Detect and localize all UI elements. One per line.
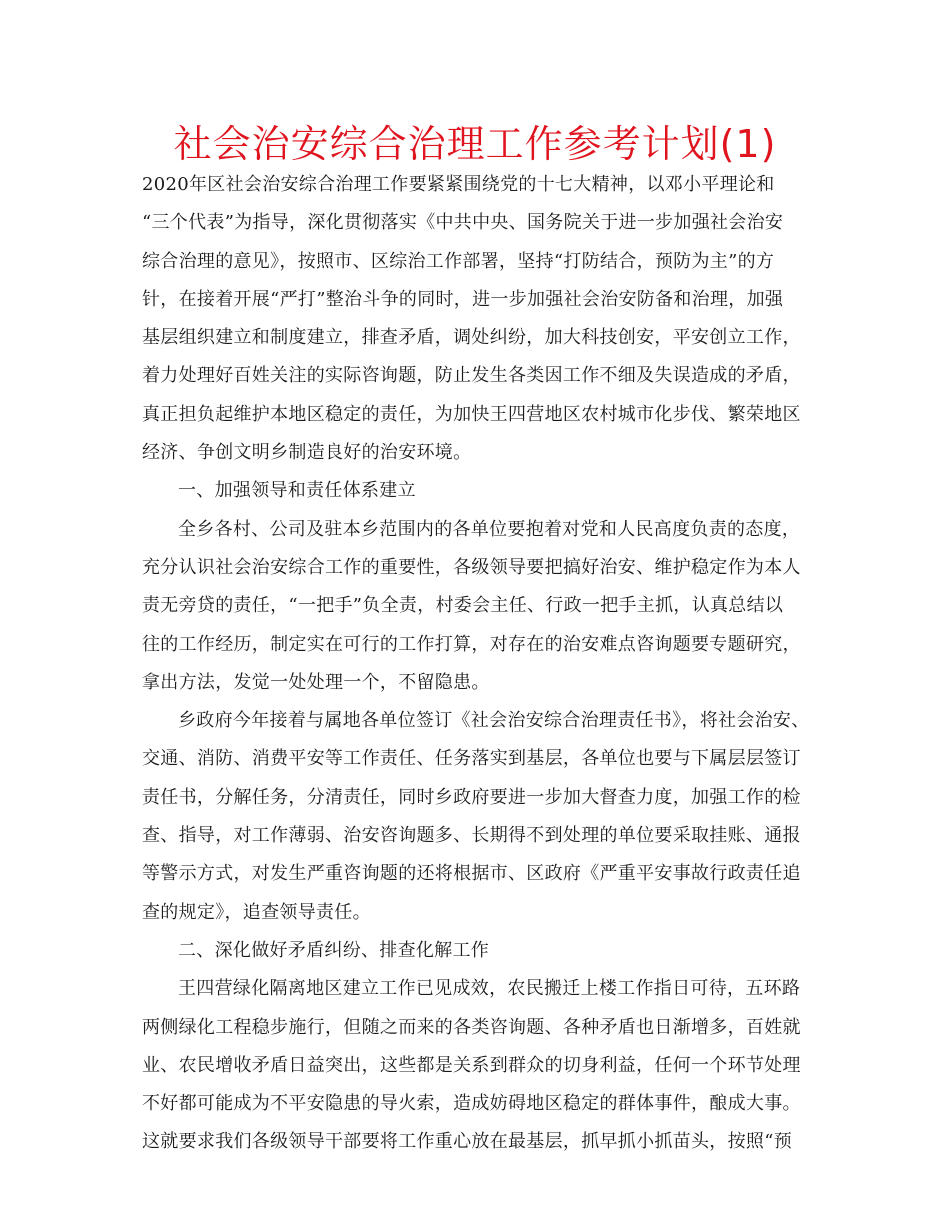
text-line: 着力处理好百姓关注的实际咨询题，防止发生各类因工作不细及失误造成的矛盾， [142, 365, 801, 387]
text-line: 2020年区社会治安综合治理工作要紧紧围绕党的十七大精神，以邓小平理论和 [142, 174, 775, 195]
text-line: 一、加强领导和责任体系建立 [178, 480, 416, 502]
text-line: 充分认识社会治安综合工作的重要性，各级领导要把搞好治安、维护稳定作为本人 [142, 556, 801, 578]
text-line: 全乡各村、公司及驻本乡范围内的各单位要抱着对党和人民高度负责的态度， [178, 518, 801, 540]
text-line: 经济、争创文明乡制造良好的治安环境。 [142, 442, 472, 464]
text-line: 查的规定》，追查领导责任。 [142, 901, 371, 923]
text-line: 往的工作经历，制定实在可行的工作打算，对存在的治安难点咨询题要专题研究， [142, 633, 801, 655]
text-line: 责无旁贷的责任，“一把手”负全责，村委会主任、行政一把手主抓，认真总结以 [142, 595, 784, 617]
document-title: 社会治安综合治理工作参考计划(1) [173, 122, 777, 166]
text-line: 这就要求我们各级领导干部要将工作重心放在最基层，抓早抓小抓苗头，按照“预 [142, 1131, 792, 1153]
text-line: 拿出方法，发觉一处处理一个，不留隐患。 [142, 671, 490, 693]
text-line: 基层组织建立和制度建立，排查矛盾，调处纠纷，加大科技创安，平安创立工作， [142, 327, 801, 349]
text-line: 乡政府今年接着与属地各单位签订《社会治安综合治理责任书》，将社会治安、 [178, 710, 810, 732]
text-line: 王四营绿化隔离地区建立工作已见成效，农民搬迁上楼工作指日可待，五环路 [178, 978, 801, 1000]
text-line: 等警示方式，对发生严重咨询题的还将根据市、区政府《严重平安事故行政责任追 [142, 863, 801, 885]
text-line: 二、深化做好矛盾纠纷、排查化解工作 [178, 939, 490, 961]
document-body [142, 166, 822, 1162]
text-line: 业、农民增收矛盾日益突出，这些都是关系到群众的切身利益，任何一个环节处理 [142, 1054, 801, 1076]
text-line: 真正担负起维护本地区稳定的责任，为加快王四营地区农村城市化步伐、繁荣地区 [142, 403, 801, 425]
text-line: 综合治理的意见》，按照市、区综治工作部署，坚持“打防结合，预防为主”的方 [142, 250, 775, 272]
text-line: 两侧绿化工程稳步施行，但随之而来的各类咨询题、各种矛盾也日渐增多，百姓就 [142, 1016, 801, 1038]
text-line: 针，在接着开展“严打”整治斗争的同时，进一步加强社会治安防备和治理，加强 [142, 288, 784, 310]
text-line: 查、指导，对工作薄弱、治安咨询题多、长期得不到处理的单位要采取挂账、通报 [142, 825, 801, 847]
text-line: 交通、消防、消费平安等工作责任、任务落实到基层，各单位也要与下属层层签订 [142, 748, 801, 770]
text-line: 不好都可能成为不平安隐患的导火索，造成妨碍地区稳定的群体事件，酿成大事。 [142, 1093, 801, 1115]
text-line: “三个代表”为指导，深化贯彻落实《中共中央、国务院关于进一步加强社会治安 [142, 212, 784, 234]
text-line: 责任书，分解任务，分清责任，同时乡政府要进一步加大督查力度，加强工作的检 [142, 786, 801, 808]
